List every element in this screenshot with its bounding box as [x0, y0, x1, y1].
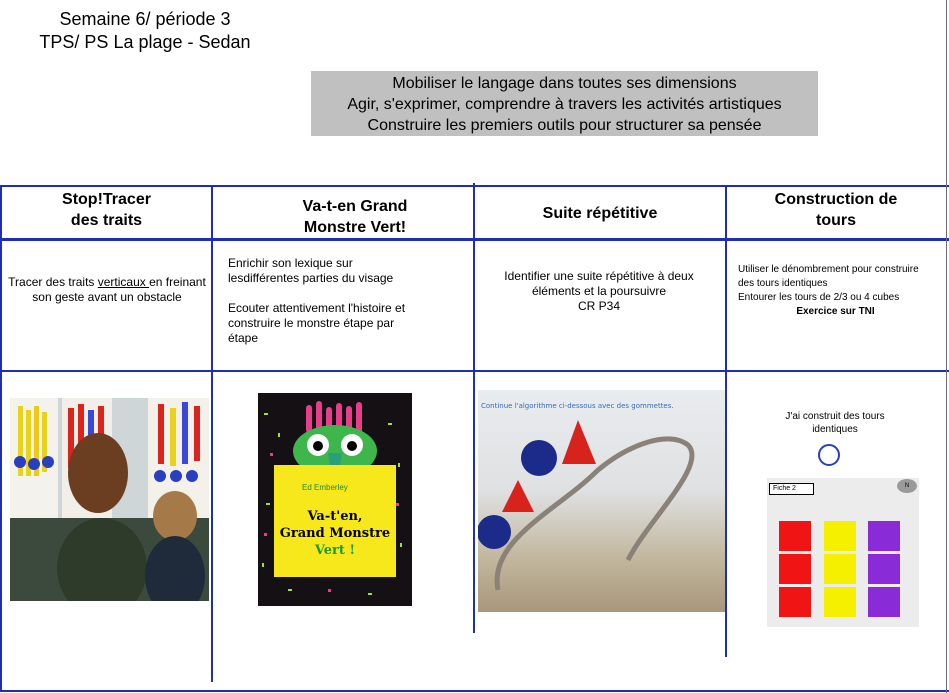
cube	[779, 587, 811, 617]
col2-description: Enrichir son lexique sur lesdifférentes parties du visage Ecouter attentivement l'histoire et construire le monstre étape par étape	[228, 256, 406, 345]
classroom-photo	[10, 398, 209, 601]
table-bottom-border	[0, 690, 949, 692]
col-divider-2	[473, 183, 475, 633]
domains-banner	[311, 71, 818, 136]
col2-title: Va-t-en Grand Monstre Vert!	[302, 198, 408, 236]
cube	[824, 554, 856, 584]
col4-title: Construction de tours	[774, 191, 898, 229]
col3-title: Suite répétitive	[542, 205, 658, 222]
domain-line-3: Construire les premiers outils pour structurer sa pensée	[367, 117, 762, 134]
yellow-tower[interactable]	[824, 521, 856, 619]
book-author: Ed Emberley	[302, 483, 348, 492]
red-tower[interactable]	[779, 521, 811, 619]
col4-description: Utiliser le dénombrement pour construire des tours identiques Entourer les tours de 2/3 ou 4 cubes Exercice sur TNI	[738, 264, 919, 317]
cube	[868, 554, 900, 584]
page-right-edge	[946, 0, 947, 693]
fiche-badge[interactable]: N	[897, 479, 917, 493]
fiche-label: Fiche 2	[769, 483, 814, 495]
week-title: Semaine 6/ période 3	[59, 9, 231, 29]
cube	[779, 554, 811, 584]
purple-tower[interactable]	[868, 521, 900, 619]
cube	[824, 521, 856, 551]
monster-illustration	[258, 393, 412, 606]
class-title: TPS/ PS La plage - Sedan	[39, 32, 251, 52]
cube	[779, 521, 811, 551]
book-title: Va-t'en, Grand Monstre Vert !	[279, 509, 391, 558]
cube	[824, 587, 856, 617]
col1-title: Stop!Tracer des traits	[62, 191, 151, 229]
fiche-heading: J'ai construit des tours identiques	[785, 411, 885, 435]
col-divider-1	[211, 185, 213, 682]
col-divider-3	[725, 185, 727, 657]
answer-circle[interactable]	[818, 444, 840, 466]
shapes-pattern	[478, 390, 725, 612]
pattern-worksheet-photo	[478, 390, 725, 612]
fiche-2	[767, 478, 919, 627]
cube	[868, 521, 900, 551]
book-cover	[258, 393, 412, 606]
cube	[868, 587, 900, 617]
classroom-illustration	[10, 398, 209, 601]
table-left-border	[0, 185, 2, 692]
col1-description: Tracer des traits verticaux en freinant son geste avant un obstacle	[8, 275, 206, 304]
domain-line-1: Mobiliser le langage dans toutes ses dimensions	[392, 75, 737, 92]
col3-description: Identifier une suite répétitive à deux éléments et la poursuivre CR P34	[504, 269, 694, 313]
worksheet-instruction: Continue l'algorithme ci-dessous avec des gommettes.	[481, 402, 674, 410]
domain-line-2: Agir, s'exprimer, comprendre à travers les activités artistiques	[347, 96, 782, 113]
